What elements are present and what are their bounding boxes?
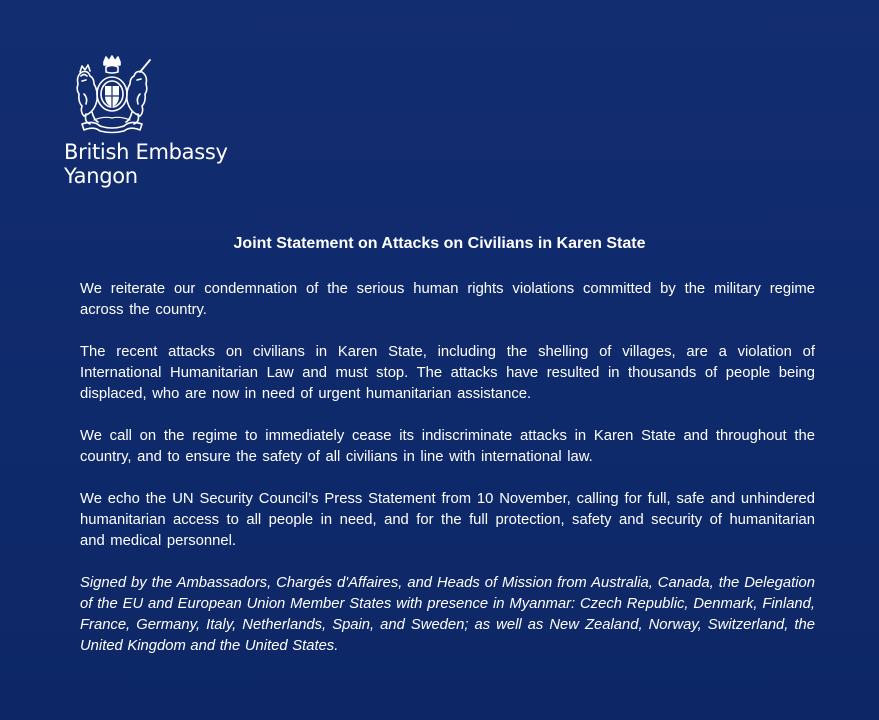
signatories-paragraph: Signed by the Ambassadors, Chargés d'Affaires, and Heads of Mission from Australia, Canada, the Delegation of the EU and European Union Member States with presence in Myanmar: Czech Republic, Denmark, Finland, France, Germany, Italy, Netherlands, Spain, and Sweden; as well as New Zealand, Norway, Switzerland, the United Kingdom and the United States.	[80, 575, 815, 654]
embassy-name	[64, 140, 264, 188]
embassy-name-line1: British Embassy	[64, 140, 228, 164]
embassy-logo	[64, 54, 264, 188]
statement-body	[80, 279, 815, 657]
royal-coat-of-arms-icon	[64, 54, 160, 134]
statement-paragraph-3: We call on the regime to immediately cease its indiscriminate attacks in Karen State and throughout the country, and to ensure the safety of all civilians in line with international law.	[80, 428, 815, 465]
statement-paragraph-2: The recent attacks on civilians in Karen State, including the shelling of villages, are a violation of International Humanitarian Law and must stop. The attacks have resulted in thousands of people being displaced, who are now in need of urgent humanitarian assistance.	[80, 344, 815, 402]
statement-paragraph-1: We reiterate our condemnation of the serious human rights violations committed by the military regime across the country.	[80, 281, 815, 318]
statement-paragraph-4: We echo the UN Security Council’s Press Statement from 10 November, calling for full, safe and unhindered humanitarian access to all people in need, and for the full protection, safety and security of humanitarian and medical personnel.	[80, 491, 815, 549]
embassy-name-line2: Yangon	[64, 164, 138, 188]
statement-title: Joint Statement on Attacks on Civilians in Karen State	[233, 235, 646, 252]
